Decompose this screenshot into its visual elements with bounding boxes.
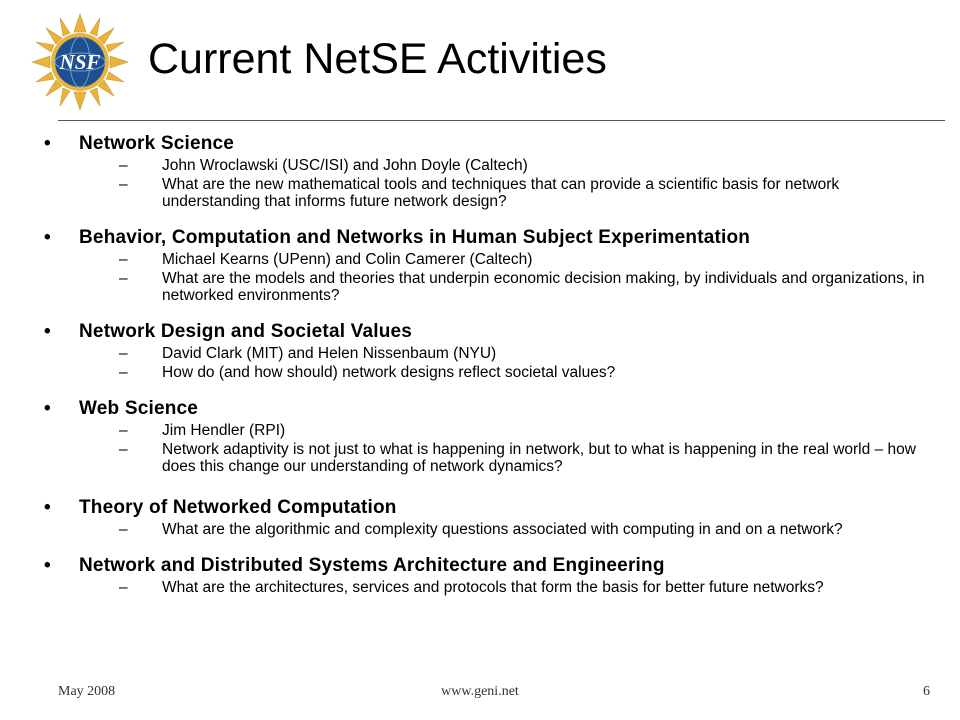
list-item [119,345,934,362]
title-divider [58,120,945,121]
slide-body [44,133,934,596]
nsf-logo-text: NSF [59,50,101,74]
section-web-science [44,398,934,475]
section-network-science [44,133,934,210]
dash-glyph: – [119,579,128,596]
list-item-text: How do (and how should) network designs reflect societal values? [162,364,616,381]
section-distributed-systems-architecture [44,555,934,596]
bullet-glyph: • [44,555,51,576]
dash-glyph: – [119,270,128,287]
footer-page-number: 6 [923,684,930,699]
section-network-design-values [44,321,934,381]
list-item-text: What are the algorithmic and complexity questions associated with computing in and on a network? [162,521,843,538]
bullet-glyph: • [44,227,51,248]
bullet-glyph: • [44,133,51,154]
list-item [119,251,934,268]
dash-glyph: – [119,157,128,174]
list-item [119,521,934,538]
dash-glyph: – [119,422,128,439]
list-item [119,579,934,596]
list-item-text: David Clark (MIT) and Helen Nissenbaum (NYU) [162,345,497,362]
list-item-text: What are the new mathematical tools and techniques that can provide a scientific basis for network understanding that informs future network design? [162,176,840,210]
section-heading: Network Design and Societal Values [79,321,413,342]
footer-date: May 2008 [58,684,116,699]
dash-glyph: – [119,364,128,381]
list-item-text: Michael Kearns (UPenn) and Colin Camerer (Caltech) [162,251,533,268]
dash-glyph: – [119,441,128,458]
nsf-logo-icon [30,12,130,112]
list-item-text: What are the architectures, services and protocols that form the basis for better future networks? [162,579,824,596]
dash-glyph: – [119,521,128,538]
list-item-text: John Wroclawski (USC/ISI) and John Doyle (Caltech) [162,157,528,174]
section-theory-networked-computation [44,497,934,538]
section-heading: Theory of Networked Computation [79,497,397,518]
section-heading: Web Science [79,398,199,419]
section-heading: Network and Distributed Systems Architecture and Engineering [79,555,665,576]
bullet-glyph: • [44,321,51,342]
section-heading: Network Science [79,133,235,154]
dash-glyph: – [119,251,128,268]
list-item-text: Jim Hendler (RPI) [162,422,286,439]
slide-title: Current NetSE Activities [148,35,607,83]
section-heading: Behavior, Computation and Networks in Human Subject Experimentation [79,227,751,248]
list-item-text: What are the models and theories that underpin economic decision making, by individuals and organizations, in networked environments? [162,270,925,304]
list-item [119,270,934,304]
list-item [119,422,934,439]
section-behavior-computation [44,227,934,304]
list-item [119,176,934,210]
dash-glyph: – [119,345,128,362]
list-item-text: Network adaptivity is not just to what is happening in network, but to what is happening in the real world – how does this change our understanding of network dynamics? [162,441,916,475]
list-item [119,364,934,381]
list-item [119,441,934,475]
bullet-glyph: • [44,398,51,419]
bullet-glyph: • [44,497,51,518]
list-item [119,157,934,174]
dash-glyph: – [119,176,128,193]
footer-url: www.geni.net [441,684,519,699]
